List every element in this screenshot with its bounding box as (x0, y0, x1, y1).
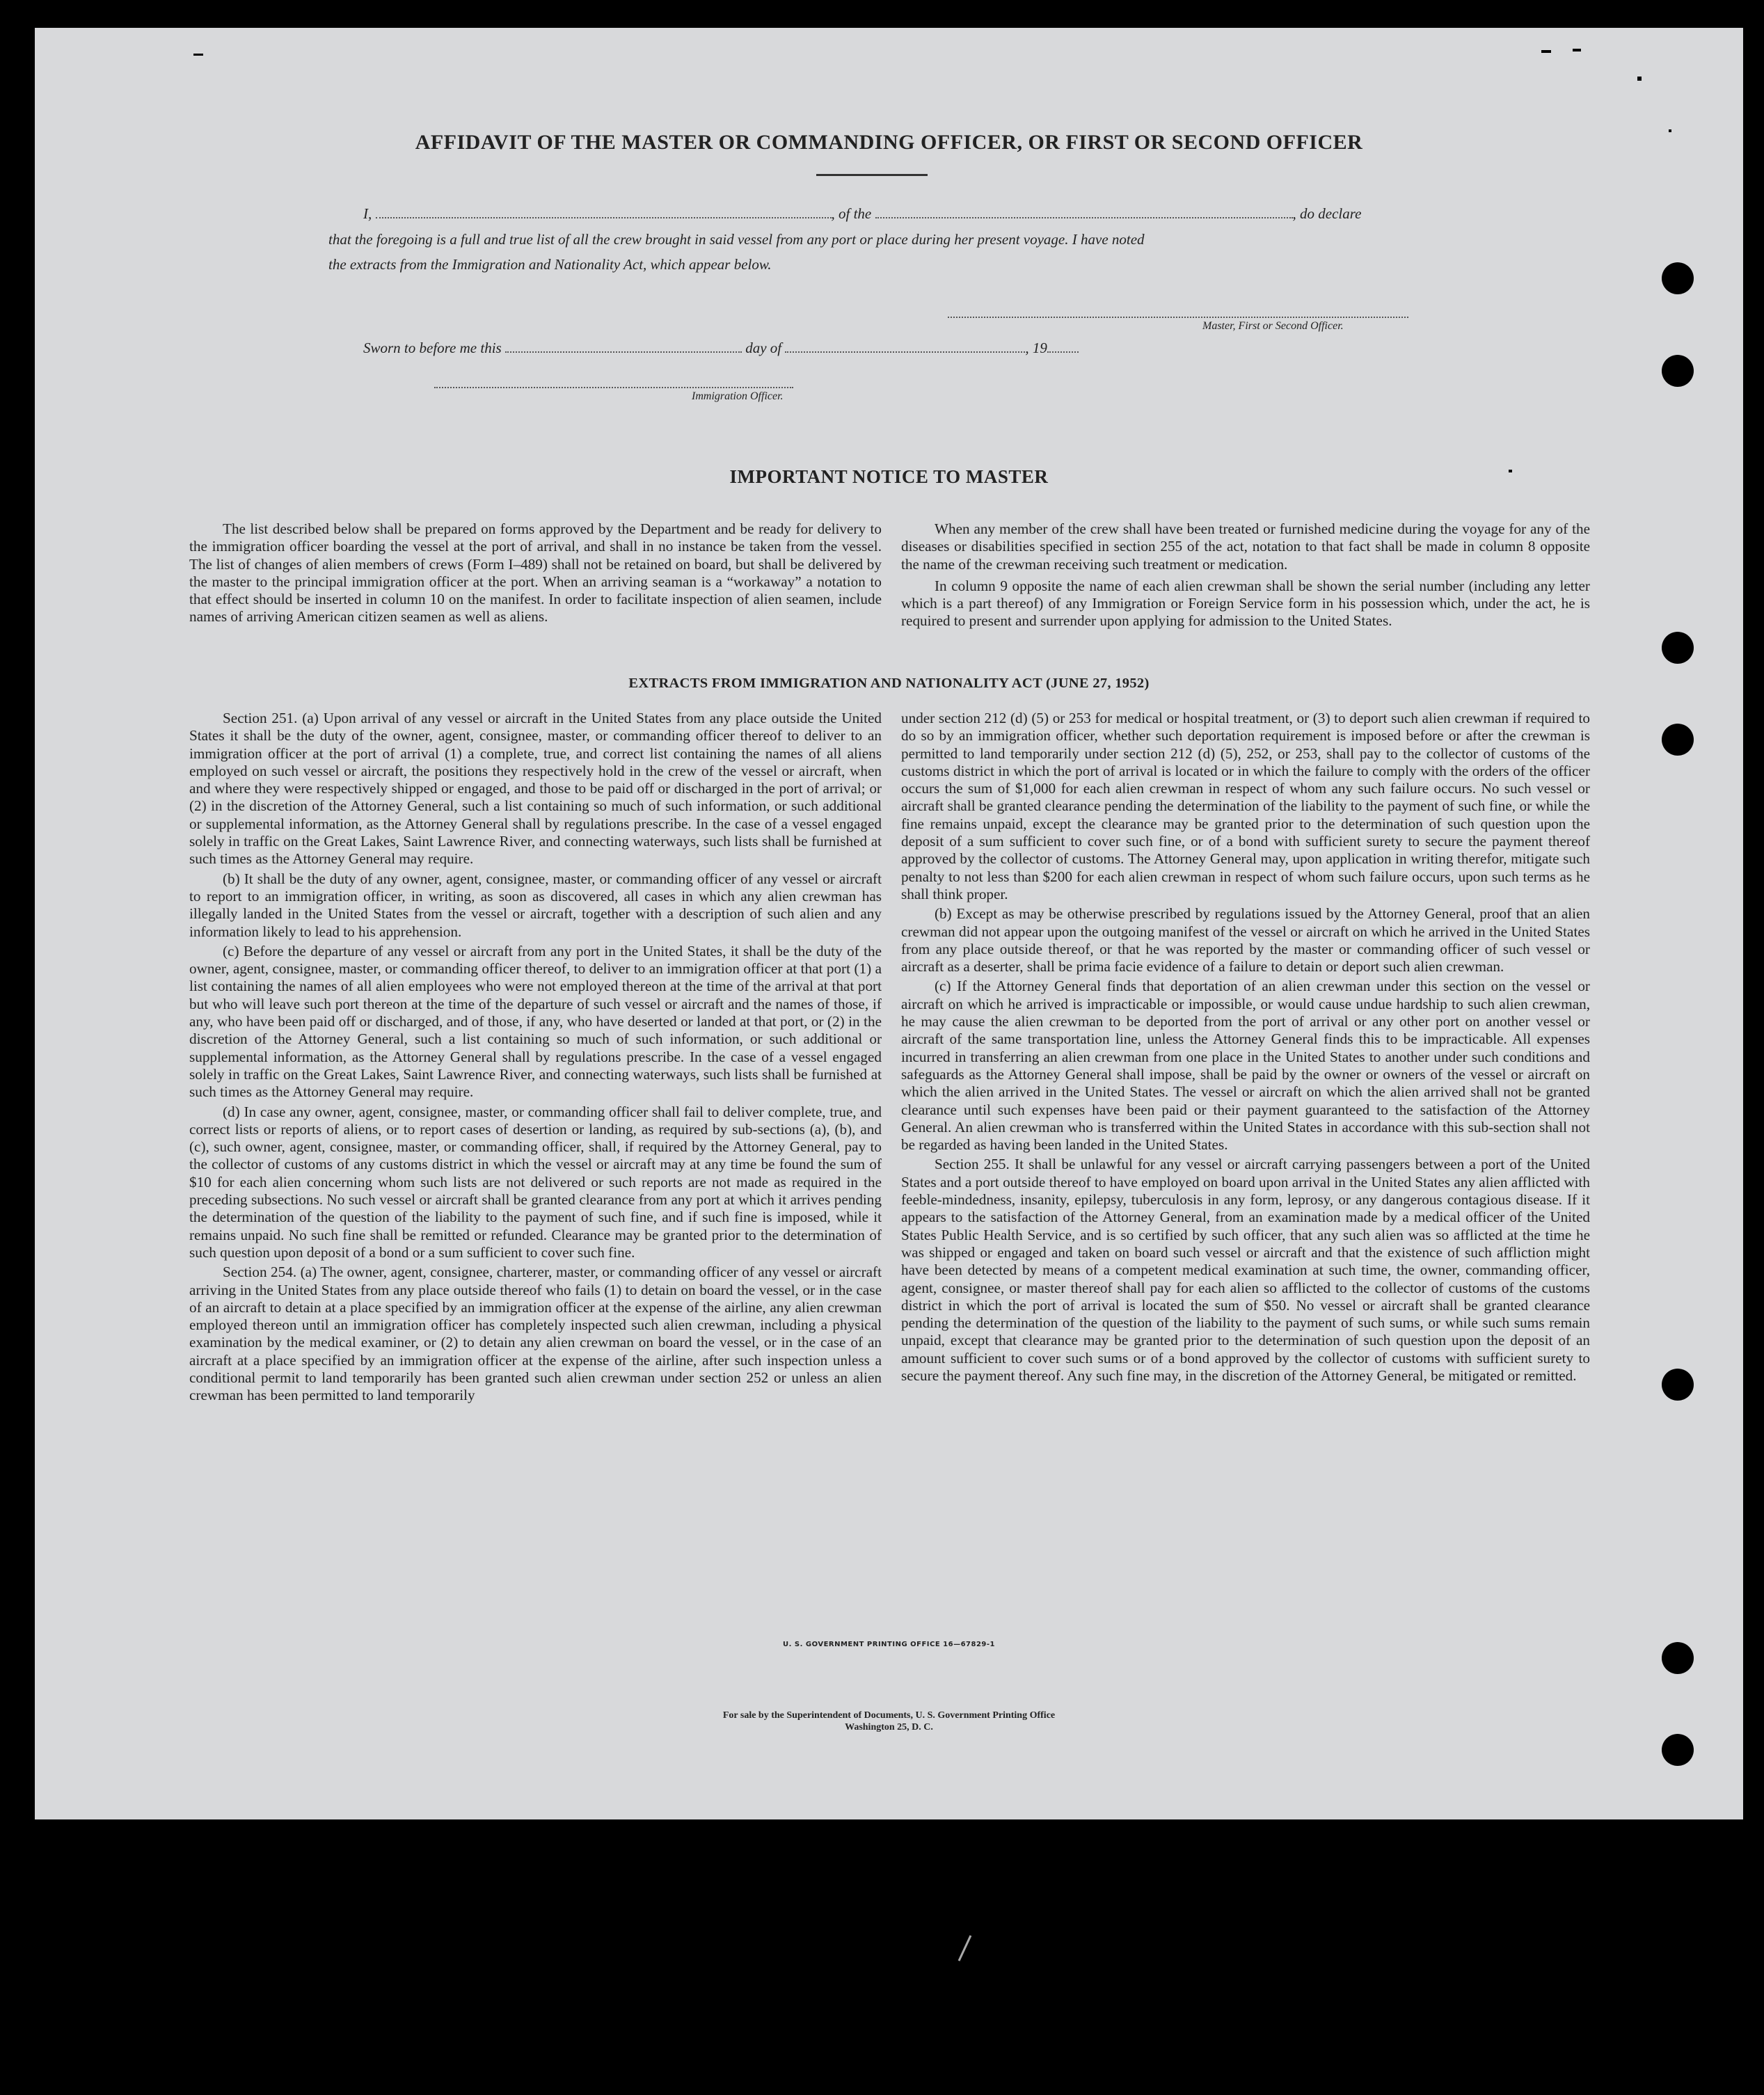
notice-left-column (189, 520, 882, 628)
sworn-day-blank[interactable] (505, 342, 742, 353)
extract-paragraph: (c) If the Attorney General finds that deportation of an alien crewman under this section on the vessel or aircraft on which he arrived is impracticable or impossible, or would cause undue hardship to such alien crewman, he may cause the alien crewman to be deported from the port of arrival or any other port on another vessel or aircraft of the same transportation line, unless the Attorney General finds this to be impracticable. All expenses incurred in transferring an alien crewman from one place in the United States to another under such conditions and safeguards as the Attorney General shall impose, shall be paid by the owner or owners of the vessel or aircraft on which the alien arrived in the United States. The vessel or aircraft on which the alien arrived shall not be granted clearance until such expenses have been paid or their payment guaranteed to the satisfaction of the Attorney General. An alien crewman who is transferred within the United States in accordance with this sub-section shall not be regarded as having been landed in the United States. (901, 978, 1590, 1154)
punch-hole (1662, 262, 1694, 294)
notice-paragraph: In column 9 opposite the name of each alien crewman shall be shown the serial number (including any letter which is a part thereof) of any Immigration or Foreign Service form in his possession which, under the act, he is required to present and surrender upon applying for admission to the United States. (901, 577, 1590, 630)
extract-paragraph: (d) In case any owner, agent, consignee, master, or commanding officer shall fail to deliver complete, true, and correct lists or reports of aliens, or to report cases of desertion or landing, as required by sub-sections (a), (b), and (c), such owner, agent, consignee, master, or commanding officer, shall, if required by the Attorney General, pay to the collector of customs of any customs district in which the vessel or aircraft may at any time be found the sum of $10 for each alien concerning whom such lists are not delivered or such reports are not made as required in the preceding subsections. No such vessel or aircraft shall be granted clearance from any port at which it arrives pending the determination of the question of the liability to the payment of such fine, and if such fine is imposed, while it remains unpaid. No such fine shall be remitted or refunded. Clearance may be granted prior to the determination of such question upon deposit of a bond or a sum sufficient to cover such fine. (189, 1103, 882, 1261)
extract-paragraph: (b) Except as may be otherwise prescribed by regulations issued by the Attorney General, proof that an alien crewman did not appear upon the outgoing manifest of the vessel or aircraft on which he arrived in the United States from any place outside thereof, or that he was reported by the master or commanding officer of such vessel or aircraft as a deserter, shall be prima facie evidence of a failure to detain or deport such alien crewman. (901, 905, 1590, 975)
scan-speck (1541, 50, 1551, 53)
declaration-i: I, (363, 205, 372, 222)
notice-title: IMPORTANT NOTICE TO MASTER (729, 466, 1049, 487)
extract-paragraph: under section 212 (d) (5) or 253 for medical or hospital treatment, or (3) to deport such alien crewman if required to do so by an immigration officer, whether such deportation requirement is imposed before or after the crewman is permitted to land temporarily under section 212 (d) (5), 252, or 253, shall pay to the collector of customs of the customs district in which the port of arrival is located or in which the failure to comply with the orders of the officer occurs the sum of $1,000 for each alien crewman in respect of whom any such failure occurs. No such vessel or aircraft shall be granted clearance pending the determination of the liability to the payment of such fine, or while the fine remains unpaid, except the clearance may be granted prior to the determination of such question upon the deposit of a sum sufficient to cover such fine, or of a bond with sufficient surety to secure the payment thereof approved by the collector of customs. The Attorney General may, upon application in writing therefor, mitigate such penalty to not less than $200 for each alien crewman in respect of whom such failure occurs, upon such terms as he shall think proper. (901, 710, 1590, 902)
punch-hole (1662, 355, 1694, 387)
for-sale-line-2: Washington 25, D. C. (845, 1722, 933, 1732)
sworn-month-blank[interactable] (785, 342, 1025, 353)
scan-speck (1509, 470, 1512, 472)
year-label: , 19 (1025, 340, 1047, 356)
scan-speck (1637, 77, 1642, 81)
declaration-of-the: , of the (831, 205, 872, 222)
for-sale-notice (35, 1710, 1743, 1733)
master-signature-label: Master, First or Second Officer. (1202, 320, 1344, 332)
extracts-title: EXTRACTS FROM IMMIGRATION AND NATIONALITY ACT (JUNE 27, 1952) (628, 676, 1150, 691)
extract-paragraph: (b) It shall be the duty of any owner, agent, consignee, master, or commanding officer of any vessel or aircraft to report to an immigration officer, in writing, as soon as discovered, all cases in which any alien crewman has illegally landed in the United States from the vessel or aircraft, together with a description of such alien and any information likely to lead to his apprehension. (189, 870, 882, 940)
punch-hole (1662, 1369, 1694, 1401)
scan-speck (1573, 49, 1581, 51)
for-sale-line-1: For sale by the Superintendent of Documents, U. S. Government Printing Office (722, 1710, 1056, 1721)
declaration-line-3: the extracts from the Immigration and Nationality Act, which appear below. (328, 256, 772, 273)
declaration-do-declare: , do declare (1292, 205, 1362, 222)
name-blank[interactable] (376, 207, 832, 218)
sworn-label: Sworn to before me this (363, 340, 502, 356)
punch-hole (1662, 632, 1694, 664)
declaration-line-2: that the foregoing is a full and true list of all the crew brought in said vessel from any port or place during her present voyage. I have noted (328, 231, 1145, 248)
scan-speck (1669, 129, 1671, 132)
extract-paragraph: (c) Before the departure of any vessel or aircraft from any port in the United States, it shall be the duty of the owner, agent, consignee, master, or commanding officer thereof, to deliver to an immigration officer at that port (1) a list containing the names of all alien employees who were not employed thereon at the time of the arrival at that port but who will leave such port thereon at the time of the departure of such vessel or aircraft and the names of those, if any, who have been paid off or discharged, and of those, if any, who have deserted or landed at that port, or (2) in the discretion of the Attorney General, such a list containing so much of such information, or such additional or supplemental information, as the Attorney General shall by regulations prescribe. In the case of a vessel engaged solely in traffic on the Great Lakes, Saint Lawrence River, and connecting waterways, such lists shall be furnished at such times as the Attorney General may require. (189, 942, 882, 1101)
officer-signature-label: Immigration Officer. (692, 390, 784, 402)
officer-signature-line[interactable] (434, 387, 793, 388)
notice-paragraph: When any member of the crew shall have been treated or furnished medicine during the voyage for any of the diseases or disabilities specified in section 255 of the act, notation to that fact shall be made in column 8 opposite the name of the crewman receiving such treatment or medication. (901, 520, 1590, 573)
punch-hole (1662, 1642, 1694, 1674)
title-divider (816, 174, 928, 176)
year-blank[interactable] (1047, 342, 1079, 353)
extract-paragraph: Section 251. (a) Upon arrival of any vessel or aircraft in the United States from any place outside the United States it shall be the duty of the owner, agent, consignee, master, or commanding officer thereof to deliver to an immigration officer at the port of arrival (1) a complete, true, and correct list containing the names of all aliens employed on such vessel or aircraft, the positions they respectively hold in the crew of the vessel or aircraft, when and where they were respectively shipped or engaged, and those to be paid off or discharged in the port of arrival; or (2) in the discretion of the Attorney General, such a list containing so much of such information, or such additional or supplemental information, as the Attorney General shall by regulations prescribe. In the case of a vessel engaged solely in traffic on the Great Lakes, Saint Lawrence River, and connecting waterways, such lists shall be furnished at such times as the Attorney General may require. (189, 710, 882, 868)
extracts-left-column (189, 710, 882, 1407)
day-of-label: day of (745, 340, 782, 356)
notice-right-column (901, 520, 1590, 632)
punch-hole (1662, 1734, 1694, 1766)
notice-paragraph: The list described below shall be prepared on forms approved by the Department and be ready for delivery to the immigration officer boarding the vessel at the port of arrival, and shall in no instance be taken from the vessel. The list of changes of alien members of crews (Form I–489) shall not be retained on board, but shall be delivered by the master to the principal immigration officer at the port. When an arriving seaman is a “workaway” a notation to that effect should be inserted in column 10 on the manifest. In order to facilitate inspection of alien seamen, include names of arriving American citizen seamen as well as aliens. (189, 520, 882, 626)
extract-paragraph: Section 254. (a) The owner, agent, consignee, charterer, master, or commanding officer of any vessel or aircraft arriving in the United States from any place outside thereof who fails (1) to detain on board the vessel, or in the case of an aircraft to detain at a place specified by an immigration officer at the expense of the airline, any alien crewman employed thereon until an immigration officer has completely inspected such alien crewman, including a physical examination by the medical examiner, or (2) to detain any alien crewman on board the vessel, or in the case of an aircraft at a place specified by an immigration officer at the expense of the airline, after such inspection unless a conditional permit to land temporarily has been granted such alien crewman under section 252 or unless an alien crewman has been permitted to land temporarily (189, 1264, 882, 1404)
extracts-right-column (901, 710, 1590, 1387)
affidavit-title: AFFIDAVIT OF THE MASTER OR COMMANDING OFFICER, OR FIRST OR SECOND OFFICER (415, 131, 1363, 154)
declaration-line-1 (363, 205, 1361, 223)
vessel-blank[interactable] (875, 207, 1293, 218)
gpo-imprint: U. S. GOVERNMENT PRINTING OFFICE 16—67829-1 (783, 1641, 995, 1648)
form-page (35, 28, 1743, 1819)
punch-hole (1662, 724, 1694, 756)
master-signature-line[interactable] (948, 317, 1408, 318)
scan-speck (958, 1935, 972, 1961)
extract-paragraph: Section 255. It shall be unlawful for any vessel or aircraft carrying passengers between a port of the United States and a port outside thereof to have employed on board upon arrival in the United States any alien afflicted with feeble-mindedness, insanity, epilepsy, tuberculosis in any form, leprosy, or any dangerous contagious disease. If it appears to the satisfaction of the Attorney General, from an examination made by a medical officer of the United States Public Health Service, and is so certified by such officer, that any such alien was so afflicted at the time he was shipped or engaged and taken on board such vessel or aircraft and that the existence of such affliction might have been detected by means of a competent medical examination at such time, the owner, commanding officer, agent, consignee, or master thereof shall pay for each alien so afflicted to the collector of customs of the customs district in which the port of arrival is located the sum of $50. No vessel or aircraft shall be granted clearance pending the determination of the question of the liability to the payment of such sums, or while such sums remain unpaid, except that clearance may be granted prior to the determination of such question upon the deposit of an amount sufficient to cover such sums or of a bond approved by the collector of customs with sufficient surety to secure the payment thereof. Any such fine may, in the discretion of the Attorney General, be mitigated or remitted. (901, 1156, 1590, 1384)
sworn-line (363, 340, 1079, 357)
scan-speck (193, 54, 203, 56)
